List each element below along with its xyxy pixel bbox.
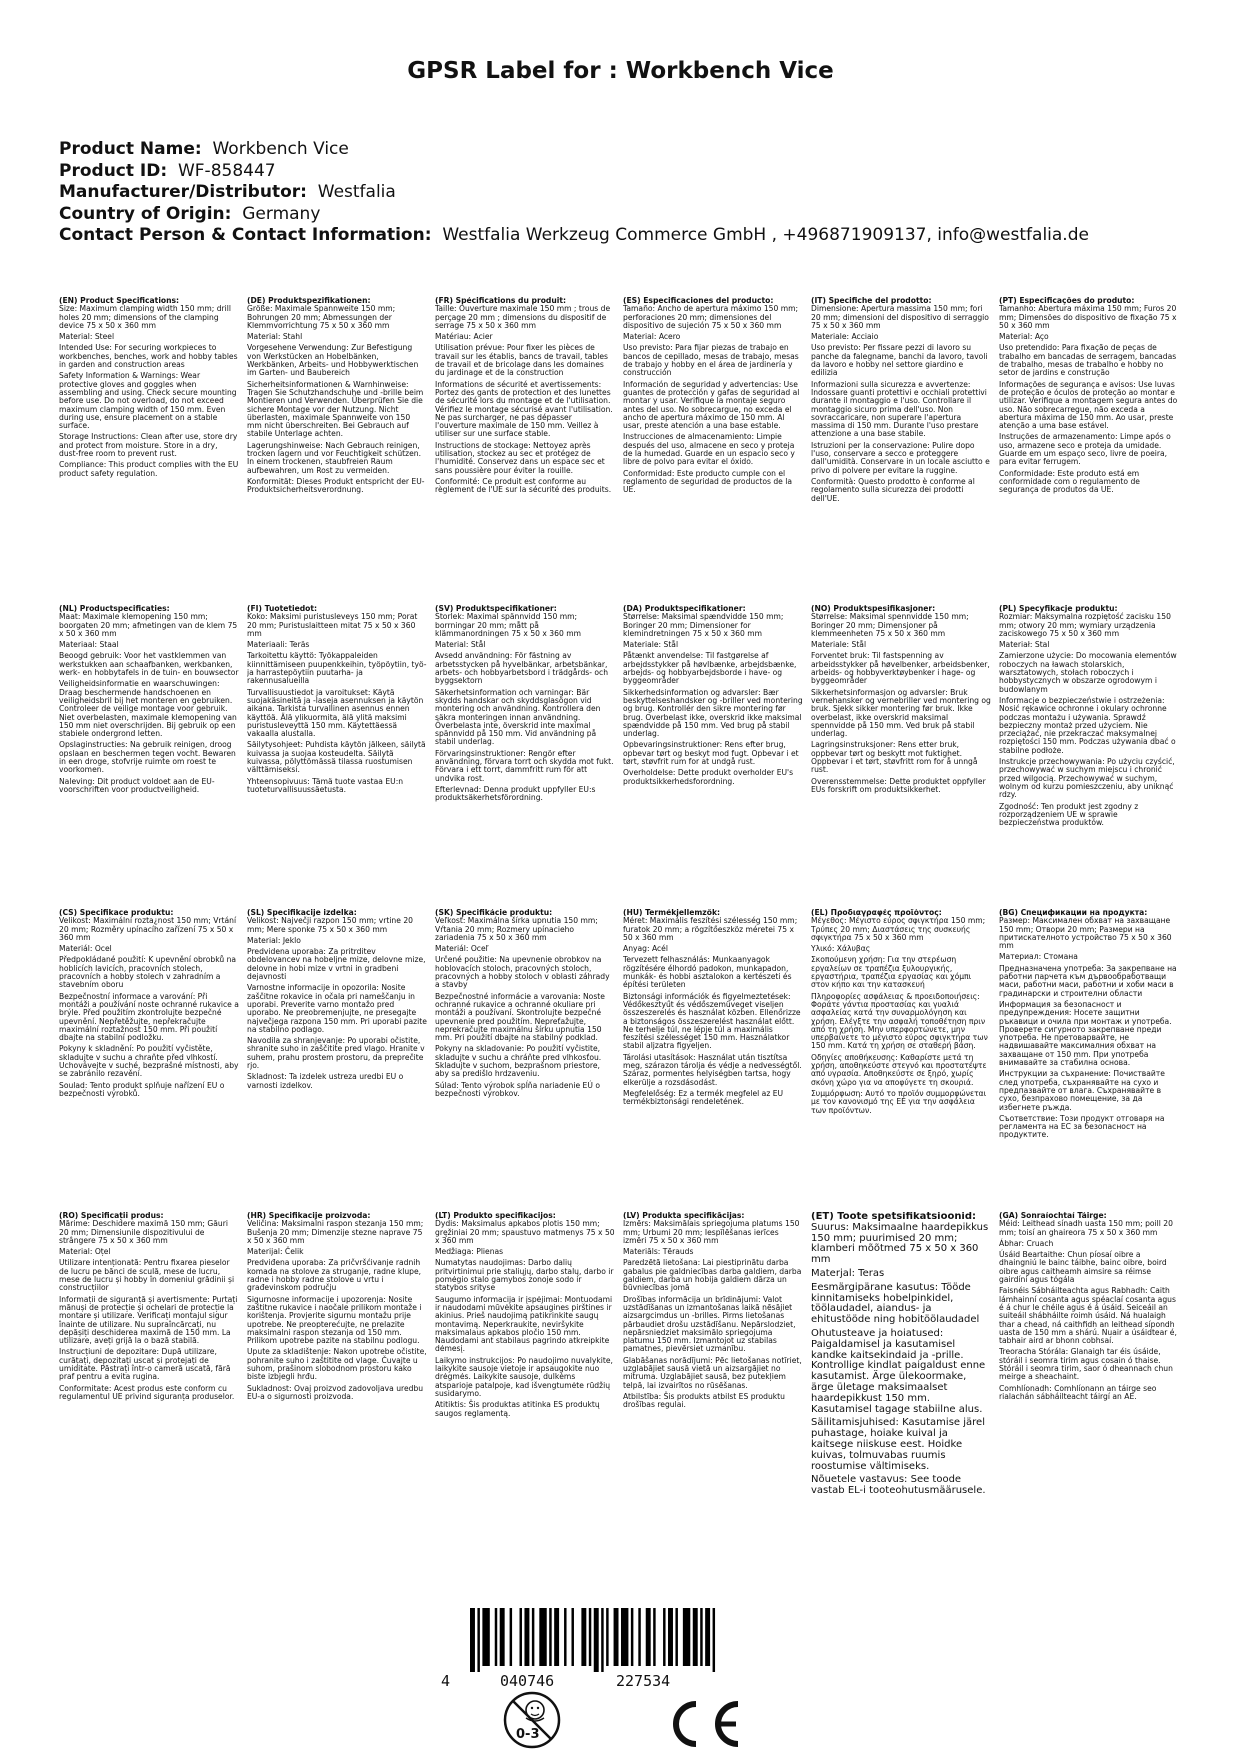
lang-block: [435, 605, 615, 806]
lang-heading: (EL) Προδιαγραφές προϊόντος:: [811, 909, 942, 917]
lang-paragraph: Sikkerhetsinformasjon og advarsler: Bruk vernehansker og vernebriller ved montering og bruk. Sjekk sikker montering før bruk. Ikke overbelast, ikke overskrid maksimal spennvidde på 150 mm. Ved bruk på stabil underlag.: [811, 687, 991, 739]
lang-paragraph: Treoracha Stórála: Glanaigh tar éis úsáide, stóráil i seomra tirim agus cosain ó thaise. Stóráil i seomra tirim, saor ó dheannach chun meirge a sheachaint.: [999, 1347, 1173, 1382]
barcode-bar: [495, 1608, 497, 1666]
lang-heading: (NO) Produktspesifikasjoner:: [811, 605, 936, 613]
lang-paragraph: Yhteensopivuus: Tämä tuote vastaa EU:n tuoteturvallisuussäetusta.: [247, 776, 404, 794]
lang-paragraph: Sicherheitsinformationen & Warnhinweise: Tragen Sie Schutzhandschuhe und -brille beim Montieren und Verwenden. Überprüfen Sie die sichere Montage vor der Nutzung. Nicht überlasten, maximale Spannweite von 150 mm nicht überschreiten. Bei Gebrauch auf stabile Unterlage achten.: [247, 379, 424, 439]
barcode-bar: [470, 1608, 475, 1672]
info-label: Product ID:: [59, 160, 168, 181]
lang-paragraph: Materiale: Stål: [811, 640, 867, 650]
lang-paragraph: Ábhar: Cruach: [999, 1238, 1054, 1248]
lang-paragraph: Compliance: This product complies with the EU product safety regulation.: [59, 460, 239, 478]
lang-paragraph: Informations de sécurité et avertissements: Portez des gants de protection et des lunettes de sécurité lors du montage et de l'utilisation. Vérifiez le montage sécurisé avant l'utilisation. Ne pas surcharger, ne pas dépasser l'ouverture maximale de 150 mm. Veillez à utiliser sur une surface stable.: [435, 379, 613, 439]
lang-paragraph: Tarkoitettu käyttö: Työkappaleiden kiinnittämiseen puupenkkeihin, työpöytiin, työ- ja harrastepöytiin puutarha- ja rakennusalueilla: [247, 651, 427, 686]
barcode-bar: [532, 1608, 534, 1666]
lang-paragraph: Säkerhetsinformation och varningar: Bär skydds handskar och skyddsglasögon vid montering och användning. Kontrollera den säkra monteringen innan användning. Överbelasta inte, överskrid inte maximal spännvidd på 150 mm. Vid användning på stabil underlag.: [435, 687, 601, 747]
lang-paragraph: Información de seguridad y advertencias: Use guantes de protección y gafas de seguridad al montar y usar. Verifique la montaje seguro antes del uso. No sobrecargue, no exceda el ancho de apertura máximo de 150 mm. Al usar, preste atención a una base estable.: [623, 379, 800, 431]
lang-paragraph: Material: Oțel: [59, 1247, 111, 1257]
barcode-bar: [705, 1608, 710, 1666]
lang-block: [999, 1212, 1179, 1404]
lang-paragraph: Instrukcje przechowywania: Po użyciu czyścić, przechowywać w suchym miejscu i chronić przed wilgocią. Przechowywać w suchym, wolnym od kurzu pomieszczeniu, aby uniknąć rdzy.: [999, 757, 1175, 800]
barcode-bar: [631, 1608, 633, 1666]
lang-paragraph: Informações de segurança e avisos: Use luvas de proteção e óculos de proteção ao montar e utilizar. Verifique a montagem segura antes do uso. Não sobrecarregue, não exceda a abertura máxima de 150 mm. Ao usar, preste atenção a uma base estável.: [999, 379, 1178, 431]
barcode-bar: [482, 1608, 489, 1666]
lang-paragraph: Съответствие: Този продукт отговаря на регламента на ЕС за безопасност на продуктите.: [999, 1113, 1165, 1140]
lang-block: [999, 909, 1179, 1143]
lang-paragraph: Conformidad: Este producto cumple con el reglamento de seguridad de productos de la UE.: [623, 468, 793, 495]
product-id-row: [59, 161, 1089, 183]
lang-paragraph: Atitiktis: Šis produktas atitinka ES produktų saugos reglamentą.: [435, 1400, 600, 1418]
info-value: Germany: [242, 203, 321, 224]
lang-paragraph: Lagringsinstruksjoner: Rens etter bruk, oppbevar tørt og beskytt mot fuktighet. Oppbevar i et tørt, støvfritt rom for å unngå rust.: [811, 740, 978, 775]
info-value: Westfalia Werkzeug Commerce GmbH , +496871909137, info@westfalia.de: [442, 225, 1089, 245]
lang-paragraph: Informacje o bezpieczeństwie i ostrzeżenia: Nosić rękawice ochronne i okulary ochronne podczas montażu i używania. Sprawdź bezpieczny montaż przed użyciem. Nie przeciążać, nie przekraczać maksymalnej rozpiętości 150 mm. Podczas używania dbać o stabilne podłoże.: [999, 695, 1176, 755]
lang-block: [623, 297, 803, 498]
lang-paragraph: Navodila za shranjevanje: Po uporabi očistite, shranite suho in zaščitite pred vlago. Hranite v suhem, prahu prostem prostoru, da preprečite rjo.: [247, 1036, 425, 1071]
lang-paragraph: Forventet bruk: Til fastspenning av arbeidsstykker på høvelbenker, arbeidsbenker, arbeids- og hobbyverktøybenker i hage- og byggeområder: [811, 651, 990, 686]
info-label: Contact Person & Contact Information:: [59, 225, 432, 245]
barcode-bar: [606, 1608, 608, 1666]
barcode-bar: [683, 1608, 690, 1666]
lang-paragraph: Drošības informācija un brīdinājumi: Valot uzstādīšanas un izmantošanas laikā nēsājiet aizsargcimdus un -brilles. Pirms lietošanas pārbaudiet drošu uzstādīšanu. Nepārslodziet, nepārsniedziet maksimālo spriegojuma platumu 150 mm. Izmantojot uz stabilas pamatnes, pievērsiet uzmanību.: [623, 1294, 796, 1354]
lang-paragraph: Safety Information & Warnings: Wear protective gloves and goggles when assembling and using. Check secure mounting before use. Do not overload, do not exceed maximum clamping width of 150 mm. Even during use, ensure placement on a stable surface.: [59, 371, 237, 431]
lang-paragraph: Anyag: Acél: [623, 944, 668, 954]
lang-paragraph: Súlad: Tento výrobok spĺňa nariadenie EÚ o bezpečnosti výrobkov.: [435, 1080, 600, 1098]
barcode-bar: [638, 1608, 640, 1666]
lang-paragraph: Istruzioni per la conservazione: Pulire dopo l'uso, conservare a secco e proteggere dall'umidità. Conservare in un locale asciutto e privo di polvere per evitare la ruggine.: [811, 440, 990, 475]
info-label: Product Name:: [59, 139, 202, 159]
lang-paragraph: Skladnost: Ta izdelek ustreza uredbi EU o varnosti izdelkov.: [247, 1072, 404, 1090]
barcode-bar: [614, 1608, 619, 1666]
lang-paragraph: Laikymo instrukcijos: Po naudojimo nuvalykite, laikykite sausoje vietoje ir apsaugokite nuo drėgmės. Laikykite sausoje, dulkėms atsparioje patalpoje, kad išvengtumėte rūdžių susidarymo.: [435, 1355, 613, 1398]
lang-paragraph: Numatytas naudojimas: Darbo dalių pritvirtinimui prie staliųjų, darbo stalų, darbo ir pomėgio stalo gamybos zonoje sodo ir statybos srityse: [435, 1258, 614, 1293]
lang-heading: (SL) Specifikacije izdelka:: [247, 909, 357, 917]
lang-paragraph: Πληροφορίες ασφάλειας & προειδοποιήσεις: Φοράτε γάντια προστασίας και γυαλιά ασφαλείας κατά την συναρμολόγηση και χρήση. Ελέγξτε την ασφαλή τοποθέτηση πριν από τη χρήση. Μην υπερφορτώνετε, μην υπερβαίνετε το μέγιστο εύρος σφιγκτήρα των 150 mm. Κατά τη χρήση σε σταθερή βάση.: [811, 991, 988, 1051]
info-label: Manufacturer/Distributor:: [59, 182, 307, 202]
lang-paragraph: Zgodność: Ten produkt jest zgodny z rozporządzeniem UE w sprawie bezpieczeństwa produktów.: [999, 801, 1139, 828]
lang-paragraph: Turvallisuustiedot ja varoitukset: Käytä suojakäsineitä ja -laseja asennuksen ja käytön aikana. Tarkista turvallinen asennus ennen käyttöä. Älä ylikuormita, älä ylitä maksimi puristusleveyttä 150 mm. Käytettäessä vakaalla alustalla.: [247, 687, 424, 739]
barcode-bar: [524, 1608, 529, 1666]
lang-paragraph: Materiale: Acciaio: [811, 332, 879, 342]
lang-paragraph: Dimensione: Apertura massima 150 mm; fori 20 mm; dimensioni del dispositivo di serraggio 75 x 50 x 360 mm: [811, 304, 989, 330]
lang-paragraph: Conformidade: Este produto está em conformidade com o regulamento de segurança de produtos da UE.: [999, 468, 1140, 495]
lang-paragraph: Size: Maximum clamping width 150 mm; drill holes 20 mm; dimensions of the clamping device 75 x 50 x 360 mm: [59, 304, 231, 330]
lang-heading: (NL) Productspecificaties:: [59, 605, 170, 613]
lang-heading: (RO) Specificații produs:: [59, 1212, 164, 1220]
lang-paragraph: Pokyny k skladnění: Po použití vyčistěte, skladujte v suchu a chraňte před vlhkostí. Uchovávejte v suché, bezprašné místnosti, aby se zabránilo rezavění.: [59, 1044, 239, 1079]
ce-mark-icon: [660, 1696, 744, 1752]
barcode-bar: [663, 1608, 665, 1666]
lang-paragraph: Materiaali: Teräs: [247, 640, 310, 650]
lang-paragraph: Koko: Maksimi puristusleveys 150 mm; Porat 20 mm; Puristuslaitteen mitat 75 x 50 x 360 mm: [247, 612, 418, 638]
lang-paragraph: Materiale: Stål: [623, 640, 679, 650]
lang-paragraph: Οδηγίες αποθήκευσης: Καθαρίστε μετά τη χρήση, αποθηκεύστε στεγνό και προστατέψτε από υγρασία. Αποθηκεύστε σε ξηρό, χωρίς σκόνη χώρο για να αποφύγετε τη σκουριά.: [811, 1052, 987, 1087]
lang-paragraph: Material: Steel: [59, 332, 115, 342]
lang-paragraph: Uso previsto: Per fissare pezzi di lavoro su panche da falegname, banchi da lavoro, tavoli da lavoro e hobby nel settore giardino e edilizia: [811, 343, 988, 378]
page-title: GPSR Label for : Workbench Vice: [407, 58, 834, 84]
lang-block: [811, 297, 991, 506]
lang-paragraph: Saugumo informacija ir įspėjimai: Montuodami ir naudodami mūvėkite apsaugines pirštines ir akinius. Prieš naudojimą patikrinkite saugų montavimą. Neperkraukite, neviršykite maksimalaus apkabos pločio 150 mm. Naudodami ant stabilaus pagrindo atkreipkite dėmesį.: [435, 1294, 613, 1354]
lang-block: [811, 909, 991, 1118]
lang-heading: (IT) Specifiche del prodotto:: [811, 297, 932, 305]
lang-paragraph: Uso pretendido: Para fixação de peças de trabalho em bancadas de serragem, bancadas de trabalho, mesas de trabalho e hobby no setor de jardins e construção: [999, 343, 1177, 378]
lang-paragraph: Säilytysohjeet: Puhdista käytön jälkeen, säilytä kuivassa ja suojaa kosteudelta. Säilytä kuivassa, pölyttömässä tilassa ruostumisen välttämiseksi.: [247, 740, 426, 775]
lang-paragraph: Utilizare intenționată: Pentru fixarea pieselor de lucru pe bănci de sculă, mese de lucru, mese de lucru și hobby în domeniul grădinii și construcțiilor: [59, 1258, 235, 1293]
lang-paragraph: Medžiaga: Plienas: [435, 1247, 504, 1257]
lang-block: [59, 297, 239, 481]
lang-paragraph: Veiligheidsinformatie en waarschuwingen: Draag beschermende handschoenen en veiligheidsbril bij het monteren en gebruiken. Controleer de veilige montage voor gebruik. Niet overbelasten, maximale klemopening van 150 mm niet overschrijden. Bij gebruik op een stabiele ondergrond letten.: [59, 679, 237, 739]
lang-heading: (ES) Especificaciones del producto:: [623, 297, 774, 305]
barcode-bar: [693, 1608, 698, 1666]
barcode-bar: [581, 1608, 586, 1666]
lang-heading: (LT) Produkto specifikacijos:: [435, 1212, 556, 1220]
lang-block: [623, 1212, 803, 1413]
lang-paragraph: Informazioni sulla sicurezza e avvertenze: Indossare guanti protettivi e occhiali protettivi durante il montaggio e l'uso. Controllare il montaggio sicuro prima dell'uso. Non sovraccaricare, non superare l'apertura massima di 150 mm. Durante l'uso prestare attenzione a una base stabile.: [811, 379, 987, 439]
barcode-bar: [589, 1608, 591, 1666]
lang-paragraph: Instrucțiuni de depozitare: După utilizare, curățați, depozitați uscat și protejați de umiditate. Păstrați într-o cameră uscată, fără praf pentru a evita rugina.: [59, 1347, 231, 1382]
lang-paragraph: Størrelse: Maksimal spennvidde 150 mm; Boringer 20 mm; Dimensjoner på klemmeenheten 75 x 50 x 360 mm: [811, 612, 969, 638]
lang-block: [623, 605, 803, 789]
lang-paragraph: Taille: Ouverture maximale 150 mm ; trous de perçage 20 mm ; dimensions du dispositif de serrage 75 x 50 x 360 mm: [435, 304, 611, 330]
lang-block: [435, 909, 615, 1101]
lang-paragraph: Comhlíonadh: Comhlíonann an táirge seo rialachán sábháilteacht táirgí an AE.: [999, 1383, 1157, 1401]
barcode-bar: [520, 1608, 522, 1666]
lang-paragraph: Størrelse: Maksimal spændvidde 150 mm; Boringer 20 mm; Dimensioner for klemindretningen 75 x 50 x 360 mm: [623, 612, 784, 638]
lang-paragraph: Σκοπούμενη χρήση: Για την στερέωση εργαλείων σε τραπέζια ξυλουργικής, εργαστήρια, τραπέζια εργασίας και χόμπι στον κήπο και την κατασκευή: [811, 955, 972, 990]
lang-paragraph: Glabāšanas norādījumi: Pēc lietošanas notīriet, uzglabājiet sausā vietā un aizsargājiet no mitruma. Uzglabājiet sausā, bez putekļiem telpā, lai izvairītos no rūsēšanas.: [623, 1355, 802, 1390]
barcode-left-digits: 040746: [500, 1672, 555, 1690]
lang-paragraph: Материал: Стомана: [999, 952, 1078, 962]
lang-paragraph: Rozmiar: Maksymalna rozpiętość zacisku 150 mm; otwory 20 mm; wymiary urządzenia zaciskowego 75 x 50 x 360 mm: [999, 612, 1171, 638]
barcode-bar: [549, 1608, 551, 1666]
lang-heading: (HU) Termékjellemzők:: [623, 909, 721, 917]
contact-row: [59, 225, 1089, 247]
lang-paragraph: Storage Instructions: Clean after use, store dry and protect from moisture. Store in a dry, dust-free room to prevent rust.: [59, 432, 238, 459]
lang-paragraph: Conformità: Questo prodotto è conforme al regolamento sulla sicurezza dei prodotti dell'UE.: [811, 476, 975, 503]
lang-paragraph: Matériau: Acier: [435, 332, 493, 342]
lang-block: [59, 605, 239, 797]
lang-paragraph: Upute za skladištenje: Nakon upotrebe očistite, pohranite suho i zaštitite od vlage. Čuvajte u suhom, prašinom slobodnom prostoru kako biste izbjegli hrđu.: [247, 1347, 427, 1382]
svg-text:0-3: 0-3: [516, 1727, 540, 1742]
lang-paragraph: Bezpečnostné informácie a varovania: Noste ochranné rukavice a ochranné okuliare pri montáži a používaní. Skontrolujte bezpečné upevnenie pred použitím. Nepreťažujte, neprekračujte maximálnu šírku upnutia 150 mm. Pri použití dbajte na stabilný podklad.: [435, 991, 605, 1043]
lang-heading: (LV) Produkta specifikācijas:: [623, 1212, 745, 1220]
lang-paragraph: Mărime: Deschidere maximă 150 mm; Găuri 20 mm; Dimensiunile dispozitivului de strângere 75 x 50 x 360 mm: [59, 1219, 228, 1245]
lang-block: [999, 297, 1179, 498]
lang-paragraph: Overholdelse: Dette produkt overholder EU's produktsikkerhedsforordning.: [623, 768, 794, 786]
lang-paragraph: Предназначена употреба: За закрепване на работни парчета към дървообработващи маси, работни маси, работни и хоби маси в градинарски и строителни области: [999, 963, 1177, 998]
barcode-bar: [653, 1608, 655, 1666]
barcode-bar: [571, 1608, 573, 1666]
lang-paragraph: Sukladnost: Ovaj proizvod zadovoljava uredbu EU-a o sigurnosti proizvoda.: [247, 1383, 424, 1401]
info-value: WF-858447: [177, 160, 276, 181]
lang-paragraph: Vorgesehene Verwendung: Zur Befestigung von Werkstücken an Hobelbänken, Werkbänken, Arbeits- und Hobbywerktischen im Garten- und Baubereich: [247, 343, 419, 378]
lang-paragraph: Dydis: Maksimalus apkabos plotis 150 mm; gręžiniai 20 mm; spaustuvo matmenys 75 x 50 x 360 mm: [435, 1219, 615, 1245]
lang-block: [247, 909, 427, 1093]
lang-paragraph: Biztonsági információk és figyelmeztetések: Védőkesztyűt és védőszemüveget viseljen összeszerelés és használat közben. Ellenőrizze a biztonságos összeszerelést használat előtt. Ne terhelje túl, ne lépje túl a maximális feszítési szélességet 150 mm. Használatkor stabil aljzatra figyeljen.: [623, 991, 801, 1051]
barcode-bar: [564, 1608, 566, 1666]
lang-paragraph: Förvaringsinstruktioner: Rengör efter användning, förvara torrt och skydda mot fukt. Förvara i ett torrt, dammfritt rum för att undvika rost.: [435, 748, 614, 783]
lang-paragraph: Sikkerhedsinformation og advarsler: Bær beskyttelseshandsker og -briller ved montering og brug. Kontrollér den sikre montering før brug. Overbelast ikke, overskrid ikke maksimal spændvidde på 150 mm. Ved brug på stabil underlag.: [623, 687, 803, 739]
product-name-row: [59, 139, 1089, 161]
barcode-bar: [668, 1608, 673, 1666]
barcode-bar: [539, 1608, 546, 1666]
lang-paragraph: Maat: Maximale klemopening 150 mm; boorgaten 20 mm; afmetingen van de klem 75 x 50 x 360 mm: [59, 612, 238, 638]
barcode-prefix: 4: [441, 1672, 451, 1690]
info-label: Country of Origin:: [59, 203, 232, 224]
lang-paragraph: Material: Acero: [623, 332, 681, 342]
lang-paragraph: Tamaño: Ancho de apertura máximo 150 mm; perforaciones 20 mm; dimensiones del dispositivo de sujeción 75 x 50 x 360 mm: [623, 304, 799, 330]
lang-paragraph: Méret: Maximális feszítési szélesség 150 mm; furatok 20 mm; a rögzítőeszköz méretei 75 x 50 x 360 mm: [623, 916, 798, 942]
lang-paragraph: Ohutusteave ja hoiatused: Paigaldamisel ja kasutamisel kandke kaitsekindaid ja -prille. Kontrollige kindlat paigaldust enne kasutamist. Ärge ülekoormake, ärge ületage maksimaalset haardepikkust 150 mm. Kasutamisel tagage stabiilne alus.: [811, 1327, 986, 1415]
lang-paragraph: Veličina: Maksimalni raspon stezanja 150 mm; Bušenja 20 mm; Dimenzije stezne naprave 75 x 50 x 360 mm: [247, 1219, 424, 1245]
barcode-bar: [500, 1608, 505, 1666]
lang-block: [435, 1212, 615, 1421]
lang-heading: (PL) Specyfikacje produktu:: [999, 605, 1118, 613]
lang-paragraph: Megfelelőség: Ez a termék megfelel az EU termékbiztonsági rendeletének.: [623, 1088, 784, 1107]
lang-paragraph: Tamanho: Abertura máxima 150 mm; Furos 20 mm; Dimensões do dispositivo de fixação 75 x 50 x 360 mm: [999, 304, 1177, 330]
barcode-bar: [646, 1608, 651, 1666]
lang-paragraph: Instruções de armazenamento: Limpe após o uso, armazene seco e proteja da umidade. Guarde em um espaço seco, livre de poeira, para evitar ferrugem.: [999, 432, 1171, 467]
lang-heading: (ET) Toote spetsifikatsioonid:: [811, 1212, 977, 1222]
lang-paragraph: Materiaal: Staal: [59, 640, 119, 650]
lang-paragraph: Materiál: Oceľ: [435, 944, 489, 954]
info-value: Westfalia: [317, 182, 396, 202]
lang-heading: (CS) Specifikace produktu:: [59, 909, 174, 917]
lang-paragraph: Material: Aço: [999, 332, 1049, 342]
lang-paragraph: Opbevaringsinstruktioner: Rens efter brug, opbevar tørt og beskyt mod fugt. Opbevar i et tørt, støvfrit rum for at undgå rust.: [623, 740, 799, 767]
lang-paragraph: Instructions de stockage: Nettoyez après utilisation, stockez au sec et protégez de l'humidité. Conservez dans un espace sec et sans poussière pour éviter la rouille.: [435, 440, 605, 475]
not-for-children-0-3-icon: [502, 1690, 562, 1750]
lang-heading: (PT) Especificações do produto:: [999, 297, 1135, 305]
lang-block: [247, 605, 427, 797]
lang-paragraph: Συμμόρφωση: Αυτό το προϊόν συμμορφώνεται με τον κανονισμό της ΕΕ για την ασφάλεια των προϊόντων.: [811, 1088, 987, 1115]
lang-paragraph: Beoogd gebruik: Voor het vastklemmen van werkstukken aan schaafbanken, werkbanken, werk- en hobbytafels in de tuin- en bouwsector: [59, 651, 239, 678]
manufacturer-row: [59, 182, 1089, 204]
lang-paragraph: Säilitamisjuhised: Kasutamise järel puhastage, hoiake kuival ja kaitsege niiskuse eest. Hoidke kuivas, tolmuvabas ruumis roostumise vältimiseks.: [811, 1417, 985, 1472]
lang-paragraph: Materiál: Ocel: [59, 944, 112, 954]
barcode-bar: [621, 1608, 628, 1666]
lang-block: [811, 1212, 991, 1500]
lang-paragraph: Materiāls: Tērauds: [623, 1247, 694, 1257]
lang-paragraph: Eesmärgipärane kasutus: Tööde kinnitamiseks hobelpinkidel, töölaudadel, aiandus- ja ehitustööde ning hobitöölaudadel: [811, 1281, 980, 1326]
lang-block: [247, 297, 427, 498]
lang-paragraph: Sigurnosne informacije i upozorenja: Nosite zaštitne rukavice i naočale prilikom montaže i korištenja. Provjerite sigurnu montažu prije upotrebe. Ne preopterećujte, ne prelazite maksimalni raspon stezanja od 150 mm. Prilikom upotrebe pazite na stabilnu podlogu.: [247, 1294, 422, 1346]
lang-paragraph: Material: Jeklo: [247, 935, 301, 945]
lang-paragraph: Инструкции за съхранение: Почиствайте след употреба, съхранявайте на сухо и предпазвайте от влага. Съхранявайте в сухо, безпрахово помещение, за да избегнете ръжда.: [999, 1069, 1165, 1112]
barcode-bar: [713, 1608, 715, 1672]
lang-paragraph: Размер: Максимален обхват на захващане 150 mm; Отвори 20 mm; Размери на притискателното устройство 75 x 50 x 360 mm: [999, 916, 1172, 951]
lang-block: [623, 909, 803, 1110]
lang-paragraph: Instrucciones de almacenamiento: Limpie después del uso, almacene en seco y proteja de la humedad. Guarde en un espacio seco y libre de polvo para evitar el óxido.: [623, 432, 795, 467]
lang-paragraph: Faisnéis Sábháilteachta agus Rabhadh: Caith lámhainní cosanta agus spéaclaí cosanta agus é á chur le chéile agus é á úsáid. Seiceáil an suiteáil shábháilte roimh úsáid. Ná hualaigh thar a chead, ná caithfidh an leithead sípondh uasta de 150 mm a shárú. Nuair a úsáidtear é, tabhair aird ar bhonn cobhsaí.: [999, 1286, 1177, 1346]
lang-paragraph: Opslaginstructies: Na gebruik reinigen, droog opslaan en beschermen tegen vocht. Bewaren in een droge, stofvrije ruimte om roest te voorkomen.: [59, 740, 236, 775]
country-row: [59, 204, 1089, 226]
product-info: [59, 139, 1089, 247]
lang-paragraph: Nõuetele vastavus: See toode vastab EL-i tooteohutusmäärusele.: [811, 1474, 986, 1497]
lang-heading: (EN) Product Specifications:: [59, 297, 180, 305]
lang-block: [435, 297, 615, 498]
lang-paragraph: Varnostne informacije in opozorila: Nosite zaščitne rokavice in očala pri nameščanju in uporabi. Preverite varno montažo pred uporabo. Ne preobremenjujte, ne presegajte največjega razpona 150 mm. Pri uporabi pazite na stabilno podlago.: [247, 983, 427, 1034]
lang-paragraph: Tárolási utasítások: Használat után tisztítsa meg, szárazon tárolja és védje a nedvességtől. Száraz, pormentes helyiségben tartsa, hogy elkerülje a rozsdásodást.: [623, 1052, 802, 1087]
lang-paragraph: Predvidena uporaba: Za pritrditev obdelovancev na hobeljne mize, delovne mize, delovne in hobi mize v vrtni in gradbeni dejavnosti: [247, 947, 426, 982]
lang-heading: (DE) Produktspezifikationen:: [247, 297, 371, 305]
lang-paragraph: Overensstemmelse: Dette produktet oppfyller EUs forskrift om produktsikkerhet.: [811, 776, 986, 794]
lang-heading: (DA) Produktspecifikationer:: [623, 605, 746, 613]
ean-barcode: [470, 1608, 720, 1672]
lang-heading: (FR) Spécifications du produit:: [435, 297, 567, 305]
barcode-bar: [554, 1608, 559, 1666]
barcode-bar: [675, 1608, 677, 1666]
lang-paragraph: Izmērs: Maksimālais spriegojuma platums 150 mm; Urbumi 20 mm; Iespīlēšanas ierīces izmēri 75 x 50 x 360 mm: [623, 1219, 800, 1245]
lang-block: [247, 1212, 427, 1404]
lang-heading: (BG) Спецификации на продукта:: [999, 909, 1148, 917]
lang-paragraph: Avsedd användning: För fästning av arbetsstycken på hyvelbänkar, arbetsbänkar, arbets- och hobbyarbetsbord i trädgårds- och byggsektorn: [435, 651, 609, 686]
lang-paragraph: Méid: Leithead sínadh uasta 150 mm; poill 20 mm; toisí an ghaireora 75 x 50 x 360 mm: [999, 1219, 1173, 1237]
lang-paragraph: Utilisation prévue: Pour fixer les pièces de travail sur les établis, bancs de travail, tables de travail et de bricolage dans les domaines du jardinage et de la construction: [435, 343, 608, 378]
lang-heading: (SV) Produktspecifikationer:: [435, 605, 557, 613]
lang-paragraph: Určené použitie: Na upevnenie obrobkov na hoblovacích stoloch, pracovných stoloch, pracovných a hobby stoloch v oblasti záhrady a stavby: [435, 955, 610, 990]
lang-paragraph: Efterlevnad: Denna produkt uppfyller EU:s produktsäkerhetsförordning.: [435, 784, 596, 803]
lang-paragraph: Předpokládané použití: K upevnění obrobků na hoblicích lavicích, pracovních stolech, pracovních a hobby stolech v zahradním a stavebním oboru: [59, 955, 237, 990]
lang-paragraph: Conformité: Ce produit est conforme au règlement de l'UE sur la sécurité des produits.: [435, 476, 612, 495]
lang-paragraph: Paredzētā lietošana: Lai piestiprinātu darba gabalus pie galdniecības darba galdiem, darba galdiem, darba un hobija galdiem dārza un būvniecības jomā: [623, 1258, 802, 1293]
lang-paragraph: Veľkosť: Maximálna šírka upnutia 150 mm; Vŕtania 20 mm; Rozmery upínacieho zariadenia 75 x 50 x 360 mm: [435, 916, 598, 942]
barcode-right-digits: 227534: [616, 1672, 671, 1690]
lang-paragraph: Materjal: Teras: [811, 1267, 885, 1279]
lang-paragraph: Lagerungshinweise: Nach Gebrauch reinigen, trocken lagern und vor Feuchtigkeit schützen. In einem trockenen, staubfreien Raum aufbewahren, um Rost zu vermeiden.: [247, 440, 422, 475]
lang-paragraph: Μέγεθος: Μέγιστο εύρος σφιγκτήρα 150 mm; Τρύπες 20 mm; Διαστάσεις της συσκευής σφιγκτήρα 75 x 50 x 360 mm: [811, 916, 986, 942]
lang-paragraph: Konformität: Dieses Produkt entspricht der EU-Produktsicherheitsverordnung.: [247, 476, 425, 495]
lang-paragraph: Suurus: Maksimaalne haardepikkus 150 mm; puurimised 20 mm; klamberi mõõtmed 75 x 50 x 360 mm: [811, 1221, 989, 1266]
lang-block: [59, 1212, 239, 1404]
lang-block: [59, 909, 239, 1101]
lang-paragraph: Atbilstība: Šis produkts atbilst ES produktu drošības regulai.: [623, 1391, 785, 1410]
lang-paragraph: Materijal: Čelik: [247, 1247, 304, 1257]
lang-paragraph: Информация за безопасност и предупреждения: Носете защитни ръкавици и очила при монтаж и употреба. Проверете сигурното закрепване преди употреба. Не претоварвайте, не надвишавайте максималния обхват на захващане от 150 mm. При употреба внимавайте за стабилна основа.: [999, 999, 1172, 1068]
barcode-bar: [477, 1608, 479, 1672]
lang-paragraph: Velikost: Največji razpon 150 mm; vrtine 20 mm; Mere sponke 75 x 50 x 360 mm: [247, 916, 413, 934]
lang-paragraph: Intended Use: For securing workpieces to workbenches, benches, work and hobby tables in garden and construction areas: [59, 343, 238, 370]
lang-heading: (FI) Tuotetiedot:: [247, 605, 318, 613]
lang-paragraph: Material: Stahl: [247, 332, 303, 342]
lang-paragraph: Bezpečnostní informace a varování: Při montáži a používání noste ochranné rukavice a brýle. Před použitím zkontrolujte bezpečné upevnění. Nepřetěžujte, nepřekračujte maximální roztažnost 150 mm. Při použití dbajte na stabilní podložku.: [59, 991, 239, 1043]
info-value: Workbench Vice: [212, 139, 349, 159]
lang-paragraph: Naleving: Dit product voldoet aan de EU-voorschriften voor productveiligheid.: [59, 776, 215, 794]
barcode-bar: [700, 1608, 702, 1666]
lang-paragraph: Påtænkt anvendelse: Til fastgørelse af arbejdsstykker på høvlbænke, arbejdsbænke, arbejds- og hobbyarbejdsborde i have- og byggeområder: [623, 651, 797, 686]
barcode-bar: [601, 1608, 603, 1672]
lang-paragraph: Tervezett felhasználás: Munkaanyagok rögzítésére élhordó padokon, munkapadon, munkák- és hobbi asztalokon a kertészeti és építési területen: [623, 955, 792, 990]
lang-paragraph: Zamierzone użycie: Do mocowania elementów roboczych na ławach stolarskich, warsztatowych, stołach roboczych i hobbystycznych w obszarze ogrodowym i budowlanym: [999, 651, 1177, 694]
lang-paragraph: Úsáid Beartaithe: Chun píosaí oibre a dhaingniú le bainc táibhe, bainc oibre, boird oibre agus caitheamh aimsire sa réimse gairdíní agus tógála: [999, 1250, 1167, 1285]
lang-paragraph: Velikost: Maximální rozta¿nost 150 mm; Vrtání 20 mm; Rozměry upínacího zařízení 75 x 50 x 360 mm: [59, 916, 237, 942]
lang-paragraph: Υλικό: Χάλυβας: [811, 944, 871, 954]
lang-paragraph: Informații de siguranță și avertismente: Purtați mănuși de protecție și ochelari de protecție la montare și utilizare. Verificați montajul sigur înainte de utilizare. Nu supraîncărcați, nu depășiți deschiderea maximă de 150 mm. La utilizare, aveți grijă la o bază stabilă.: [59, 1294, 238, 1346]
lang-block: [999, 605, 1179, 830]
lang-paragraph: Storlek: Maximal spännvidd 150 mm; borrningar 20 mm; mått på klämmanordningen 75 x 50 x 360 mm: [435, 612, 582, 638]
lang-paragraph: Pokyny na skladovanie: Po použití vyčistite, skladujte v suchu a chráňte pred vlhkosťou. Skladujte v suchom, bezprašnom priestore, aby sa predišlo hrdzaveniu.: [435, 1044, 602, 1079]
lang-block: [811, 605, 991, 797]
lang-paragraph: Predviđena uporaba: Za pričvršćivanje radnih komada na stolove za struganje, radne klupe, radne i hobby radne stolove u vrtu i građevinskom području: [247, 1258, 422, 1293]
lang-paragraph: Material: Stål: [435, 640, 486, 650]
lang-paragraph: Materiał: Stal: [999, 640, 1050, 650]
lang-paragraph: Conformitate: Acest produs este conform cu regulamentul UE privind siguranța produselor.: [59, 1383, 235, 1401]
lang-heading: (SK) Špecifikácie produktu:: [435, 909, 553, 917]
barcode-bar: [594, 1608, 599, 1672]
barcode-bar: [510, 1608, 512, 1666]
lang-heading: (GA) Sonraíochtaí Táirge:: [999, 1212, 1107, 1220]
lang-paragraph: Soulad: Tento produkt splňuje nařízení EU o bezpečnosti výrobků.: [59, 1080, 225, 1098]
lang-paragraph: Uso previsto: Para fijar piezas de trabajo en bancos de cepillado, mesas de trabajo, mesas de trabajo y hobby en el área de jardinería y construcción: [623, 343, 799, 378]
lang-paragraph: Größe: Maximale Spannweite 150 mm; Bohrungen 20 mm; Abmessungen der Klemmvorrichtung 75 x 50 x 360 mm: [247, 304, 396, 330]
lang-heading: (HR) Specifikacije proizvoda:: [247, 1212, 371, 1220]
